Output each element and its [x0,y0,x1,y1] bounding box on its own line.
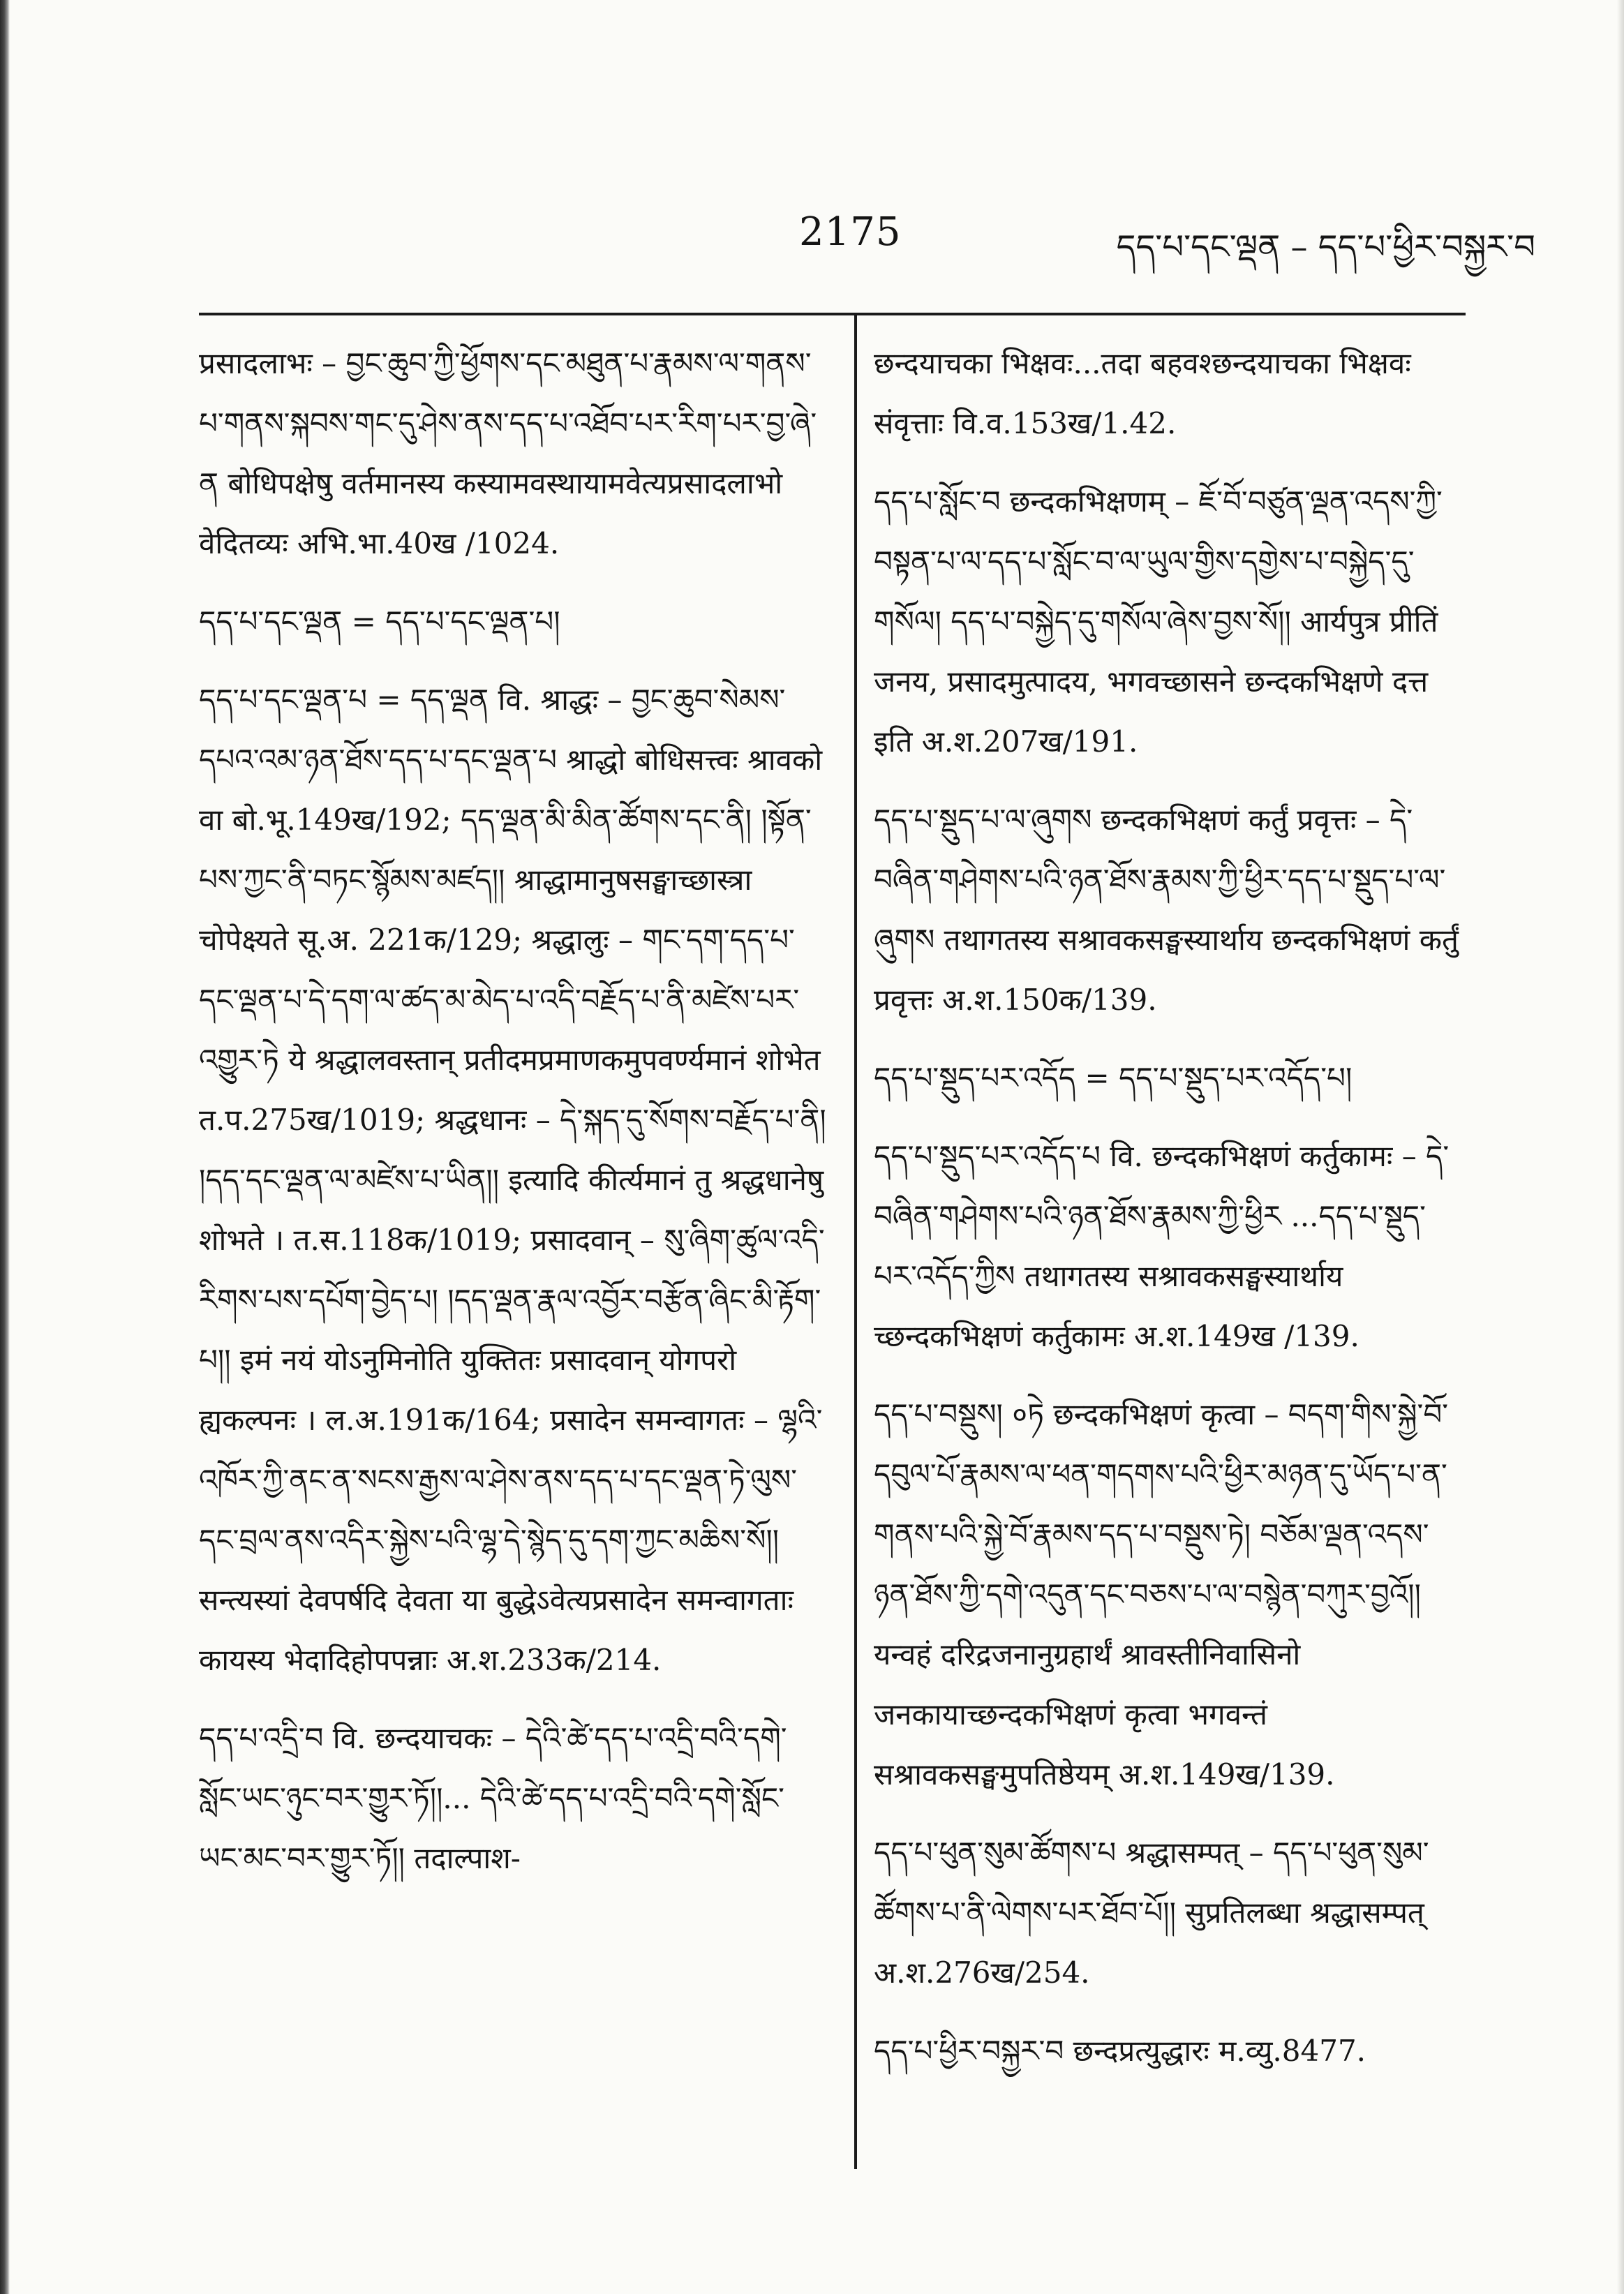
dictionary-entry: དད་པ་འདྲི་བ वि. छन्दयाचकः – དེའི་ཚེ་དད་པ་འདྲི་བའི་དགེ་སློང་ཡང་ཉུང་བར་གྱུར་ཏོ།།... དེའི་ཚེ་དད་པ་འདྲི་བའི་དགེ་སློང་ཡང་མང་བར་གྱུར་ཏོ།། तदाल्पाश- [199,1721,787,1875]
page-number: 2175 [799,209,902,255]
dictionary-entry: དད་པ་སྡུད་པར་འདོད་པ वि. छन्दकभिक्षणं कर्तुकामः – དེ་བཞིན་གཤེགས་པའི་ཉན་ཐོས་རྣམས་ཀྱི་ཕྱིར ...དད་པ་སྡུད་པར་འདོད་ཀྱིས तथागतस्य सश्रावकसङ्घस्यार्थाय च्छन्दकभिक्षणं कर्तुकामः अ.श.149ख /139. [874,1139,1450,1353]
dictionary-entry: དད་པ་སྡུད་པ་ལ་ཞུགས छन्दकभिक्षणं कर्तुं प्रवृत्तः – དེ་བཞིན་གཤེགས་པའི་ཉན་ཐོས་རྣམས་ཀྱི་ཕྱིར་དད་པ་སྡུད་པ་ལ་ཞུགས तथागतस्य सश्रावकसङ्घस्यार्थाय छन्दकभिक्षणं कर्तुं प्रवृत्तः अ.श.150क/139. [874,803,1459,1017]
dictionary-entry: དད་པ་དང་ལྡན = དད་པ་དང་ལྡན་པ། [199,604,560,639]
scan-right-edge [1617,0,1624,2294]
dictionary-entry: དད་པ་བསྡུས། ०ཏེ छन्दकभिक्षणं कृत्वा – བདག་གིས་སྐྱེ་བོ་དབུལ་པོ་རྣམས་ལ་ཕན་གདགས་པའི་ཕྱིར་མཉན་དུ་ཡོད་པ་ན་གནས་པའི་སྐྱེ་བོ་རྣམས་དད་པ་བསྡུས་ཏེ། བཅོམ་ལྡན་འདས་ཉན་ཐོས་ཀྱི་དགེ་འདུན་དང་བཅས་པ་ལ་བསྙེན་བཀུར་བྱའོ།། यन्वहं दरिद्रजनानुग्रहार्थं श्रावस्तीनिवासिनो जनकायाच्छन्दकभिक्षणं कृत्वा भगवन्तं सश्रावकसङ्घमुपतिष्ठेयम् अ.श.149ख/139. [874,1397,1449,1792]
dictionary-entry: དད་པ་སྡུད་པར་འདོད = དད་པ་སྡུད་པར་འདོད་པ། [874,1061,1353,1095]
dictionary-entry: प्रसादलाभः – བྱང་ཆུབ་ཀྱི་ཕྱོགས་དང་མཐུན་པ་རྣམས་ལ་གནས་པ་གནས་སྐབས་གང་དུ་ཤེས་ནས་དད་པ་འཐོབ་པར་རིག་པར་བྱ་ཞེ་ན बोधिपक्षेषु वर्तमानस्य कस्यामवस्थायामवेत्यप्रसादलाभो वेदितव्यः अभि.भा.40ख /1024. [199,346,817,560]
dictionary-entry: དད་པ་དང་ལྡན་པ = དད་ལྡན वि. श्राद्धः – བྱང་ཆུབ་སེམས་དཔའ་འམ་ཉན་ཐོས་དད་པ་དང་ལྡན་པ श्राद्धो बोधिसत्त्वः श्रावको वा बो.भू.149ख/192; དད་ལྡན་མི་མིན་ཚོགས་དང་ནི། །སྟོན་པས་ཀྱང་ནི་བཏང་སྙོམས་མཛད།། श्राद्धामानुषसङ्घाच्छास्त्रा चोपेक्ष्यते सू.अ. 221क/129; श्रद्धालुः – གང་དག་དད་པ་དང་ལྡན་པ་དེ་དག་ལ་ཚད་མ་མེད་པ་འདི་བརྗོད་པ་ནི་མཛེས་པར་འགྱུར་ཏེ ये श्रद्धालवस्तान् प्रतीदमप्रमाणकमुपवर्ण्यमानं शोभेत त.प.275ख/1019; श्रद्धधानः – དེ་སྐད་དུ་སོགས་བརྗོད་པ་ནི། །དད་དང་ལྡན་ལ་མཛེས་པ་ཡིན།། इत्यादि कीर्त्यमानं तु श्रद्धधानेषु शोभते । त.स.118क/1019; प्रसादवान् – སུ་ཞིག་ཚུལ་འདི་རིགས་པས་དཔོག་བྱེད་པ། །དད་ལྡན་རྣལ་འབྱོར་བརྩོན་ཞིང་མི་རྟོག་པ།། इमं नयं योऽनुमिनोति युक्तितः प्रसादवान् योगपरो ह्यकल्पनः । ल.अ.191क/164; प्रसादेन समन्वागतः – ལྷའི་འཁོར་ཀྱི་ནང་ན་སངས་རྒྱས་ལ་ཤེས་ནས་དད་པ་དང་ལྡན་ཏེ་ལུས་དང་བྲལ་ནས་འདིར་སྐྱེས་པའི་ལྷ་དེ་སྙེད་དུ་དག་ཀྱང་མཆིས་སོ།། सन्त्यस्यां देवपर्षदि देवता या बुद्धेऽवेत्यप्रसादेन समन्वागताः कायस्य भेदादिहोपपन्नाः अ.श.233क/214. [199,683,826,1677]
dictionary-entry: དད་པ་སློང་བ छन्दकभिक्षणम् – ཇོ་བོ་བཙུན་ལྡན་འདས་ཀྱི་བསྟན་པ་ལ་དད་པ་སློང་བ་ལ་ཡུལ་གྱིས་དགྱེས་པ་བསྐྱེད་དུ་གསོལ། དད་པ་བསྐྱེད་དུ་གསོལ་ཞེས་བྱས་སོ།། आर्यपुत्र प्रीतिं जनय, प्रसादमुत्पादय, भगवच्छासने छन्दकभिक्षणे दत्त इति अ.श.207ख/191. [874,484,1443,759]
dictionary-entry: छन्दयाचका भिक्षवः...तदा बहवश्छन्दयाचका भिक्षवः संवृत्ताः वि.व.153ख/1.42. [874,346,1411,440]
right-column [874,334,1466,2099]
header-rule [199,313,1466,315]
column-divider [854,313,857,2169]
scan-left-edge [0,0,10,2294]
dictionary-entry: དད་པ་ཕུན་སུམ་ཚོགས་པ श्रद्धासम्पत् – དད་པ་ཕུན་སུམ་ཚོགས་པ་ནི་ལེགས་པར་ཐོབ་པོ།། सुप्रतिलब्धा श्रद्धासम्पत् अ.श.276ख/254. [874,1835,1429,1990]
left-column [199,334,827,1907]
dictionary-entry: དད་པ་ཕྱིར་བསྐྱར་བ छन्दप्रत्युद्धारः म.व्यु.8477. [874,2034,1366,2068]
running-head: དད་པ་དང་ལྡན – དད་པ་ཕྱིར་བསྐྱར་བ [1116,228,1535,267]
